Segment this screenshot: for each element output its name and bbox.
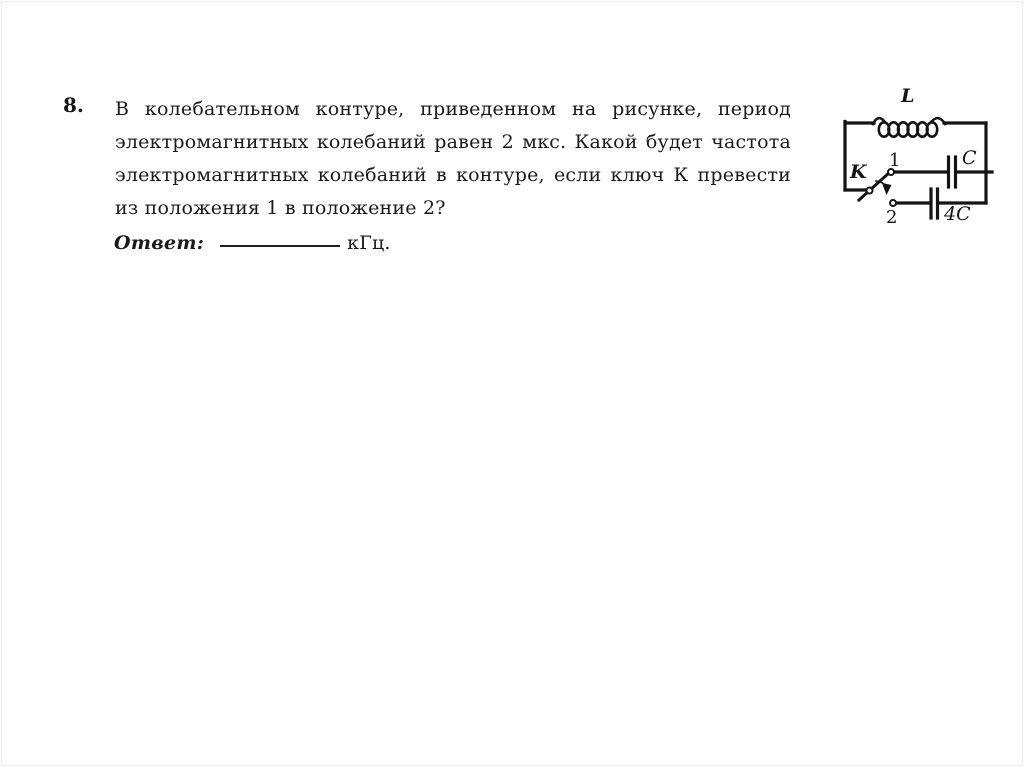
circuit-diagram [835, 78, 1000, 233]
problem-text-line: В колебательном контуре, приведенном на рисунке, период [115, 98, 791, 120]
position-2-label: 2 [886, 207, 898, 228]
capacitor-c-label: C [962, 147, 977, 169]
inductor-label: L [901, 85, 915, 107]
capacitor-4c-label: 4C [944, 203, 971, 225]
switch-pivot-contact [867, 188, 873, 194]
answer-unit: кГц. [347, 232, 391, 254]
problem-text-line: электромагнитных колебаний в контуре, если ключ К превести [115, 164, 791, 186]
position-1-label: 1 [889, 150, 901, 171]
switch-label: K [850, 161, 867, 183]
switch-contact-2 [890, 200, 896, 206]
answer-blank-line [220, 244, 340, 247]
problem-statement [115, 93, 791, 225]
answer-row [114, 232, 391, 262]
problem-number: 8. [63, 93, 84, 117]
problem-text-line: из положения 1 в положение 2? [115, 197, 446, 219]
switch-arrow-head [882, 183, 892, 195]
problem-text-line: электромагнитных колебаний равен 2 мкс. Какой будет частота [115, 131, 791, 153]
answer-label: Ответ: [114, 232, 205, 254]
inductor-coil [879, 122, 937, 136]
